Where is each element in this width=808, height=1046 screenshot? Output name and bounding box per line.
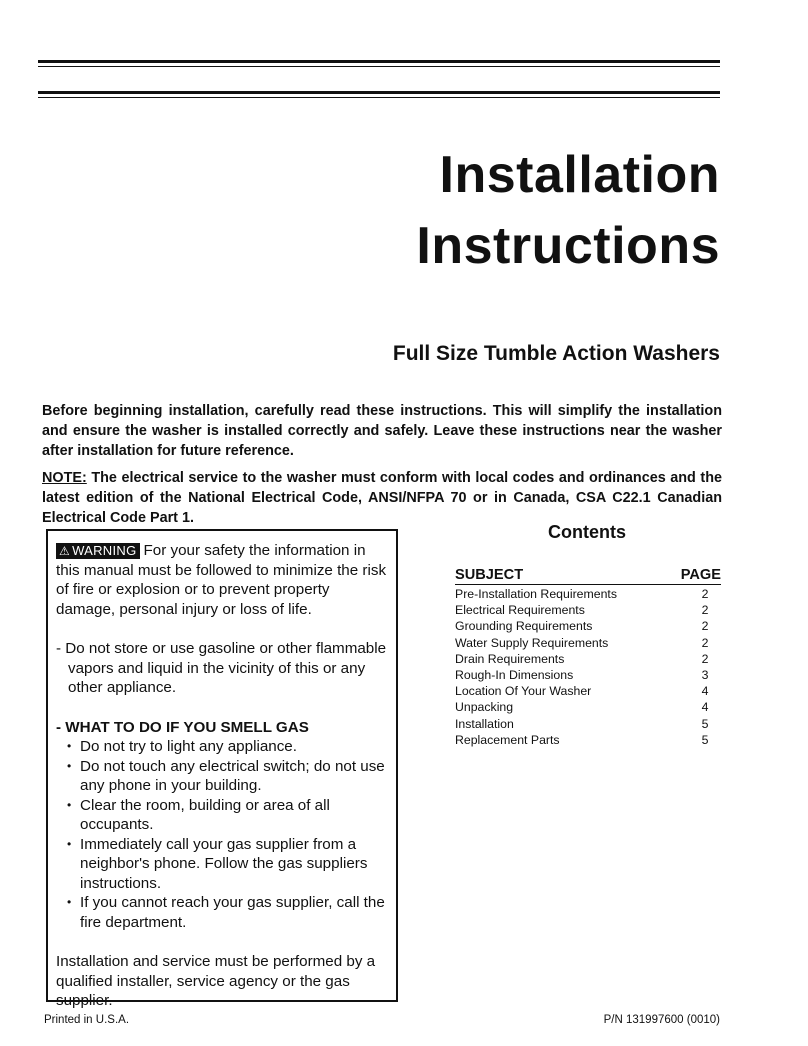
table-row (455, 683, 721, 699)
row-page: 5 (701, 732, 709, 747)
second-rule (38, 91, 720, 94)
row-page: 2 (701, 587, 709, 601)
note-text: The electrical service to the washer must conform with local codes and ordinances and the latest edition of the National Electrical Code, ANSI/NFPA 70 or in Canada, CSA C22.1 Canadian Electrical Code Part 1. (42, 470, 722, 526)
top-rule-thin (38, 66, 720, 67)
list-item: • Do not touch any electrical switch; do not use any phone in your building. (80, 757, 388, 796)
table-row (455, 651, 721, 667)
row-subject: Installation (455, 716, 514, 731)
title-line-2: Instructions (416, 217, 720, 275)
table-row (455, 602, 721, 618)
table-row (455, 635, 721, 651)
row-subject: Grounding Requirements (455, 619, 593, 634)
printed-in: Printed in U.S.A. (44, 1014, 130, 1026)
page-title (416, 140, 720, 282)
top-rule (38, 60, 720, 63)
row-page: 4 (701, 700, 709, 715)
row-page: 2 (701, 635, 709, 650)
row-page: 2 (701, 619, 709, 634)
list-item: • Do not try to light any appliance. (80, 737, 388, 757)
contents-header (455, 566, 721, 585)
title-line-1: Installation (439, 146, 720, 204)
row-subject: Location Of Your Washer (455, 684, 592, 699)
row-subject: Unpacking (455, 700, 514, 715)
row-subject: Electrical Requirements (455, 603, 585, 618)
row-page: 5 (701, 716, 709, 731)
warning-intro (56, 541, 388, 619)
row-subject: Water Supply Requirements (455, 635, 609, 650)
warning-closing: Installation and service must be performed by a qualified installer, service agency or the gas supplier. (56, 953, 376, 1009)
warning-badge (56, 543, 140, 559)
row-subject: Replacement Parts (455, 732, 560, 747)
table-row (455, 699, 721, 715)
warning-gasoline: - Do not store or use gasoline or other flammable vapors and liquid in the vicinity of this or any other appliance. (56, 640, 387, 696)
row-page: 2 (701, 603, 709, 618)
row-subject: Rough-In Dimensions (455, 668, 574, 683)
row-page: 4 (701, 684, 709, 699)
note-paragraph (42, 468, 722, 528)
intro-paragraph: Before beginning installation, carefully read these instructions. This will simplify the installation and ensure the washer is installed correctly and safely. Leave these instructions near the washer after installation for future reference. (42, 403, 722, 459)
gas-steps-list (56, 737, 388, 932)
second-rule-thin (38, 97, 720, 98)
contents-title: Contents (548, 522, 626, 542)
list-item: • Immediately call your gas supplier from a neighbor's phone. Follow the gas suppliers instructions. (80, 835, 388, 894)
page-column-header: PAGE (680, 567, 721, 583)
subject-column-header: SUBJECT (455, 567, 524, 583)
table-row (455, 732, 721, 748)
row-subject: Pre-Installation Requirements (455, 587, 617, 601)
warning-gas-heading: - WHAT TO DO IF YOU SMELL GAS (56, 718, 309, 736)
warning-triangle-icon: ⚠ (59, 544, 71, 558)
table-row (455, 586, 721, 602)
table-row (455, 667, 721, 683)
table-row (455, 716, 721, 732)
row-page: 3 (701, 668, 709, 683)
contents-table (455, 566, 721, 748)
part-number: P/N 131997600 (0010) (603, 1014, 720, 1026)
list-item: • Clear the room, building or area of all occupants. (80, 796, 388, 835)
warning-badge-label: WARNING (72, 543, 137, 558)
note-label: NOTE: (42, 470, 87, 486)
row-page: 2 (701, 651, 709, 666)
page-subtitle: Full Size Tumble Action Washers (392, 342, 720, 365)
table-row (455, 618, 721, 634)
list-item: • If you cannot reach your gas supplier, call the fire department. (80, 893, 388, 932)
warning-box (46, 529, 398, 1009)
row-subject: Drain Requirements (455, 651, 565, 666)
warning-intro-text: For your safety the information in this manual must be followed to minimize the risk of fire or explosion or to prevent property damage, personal injury or loss of life. (56, 542, 387, 618)
